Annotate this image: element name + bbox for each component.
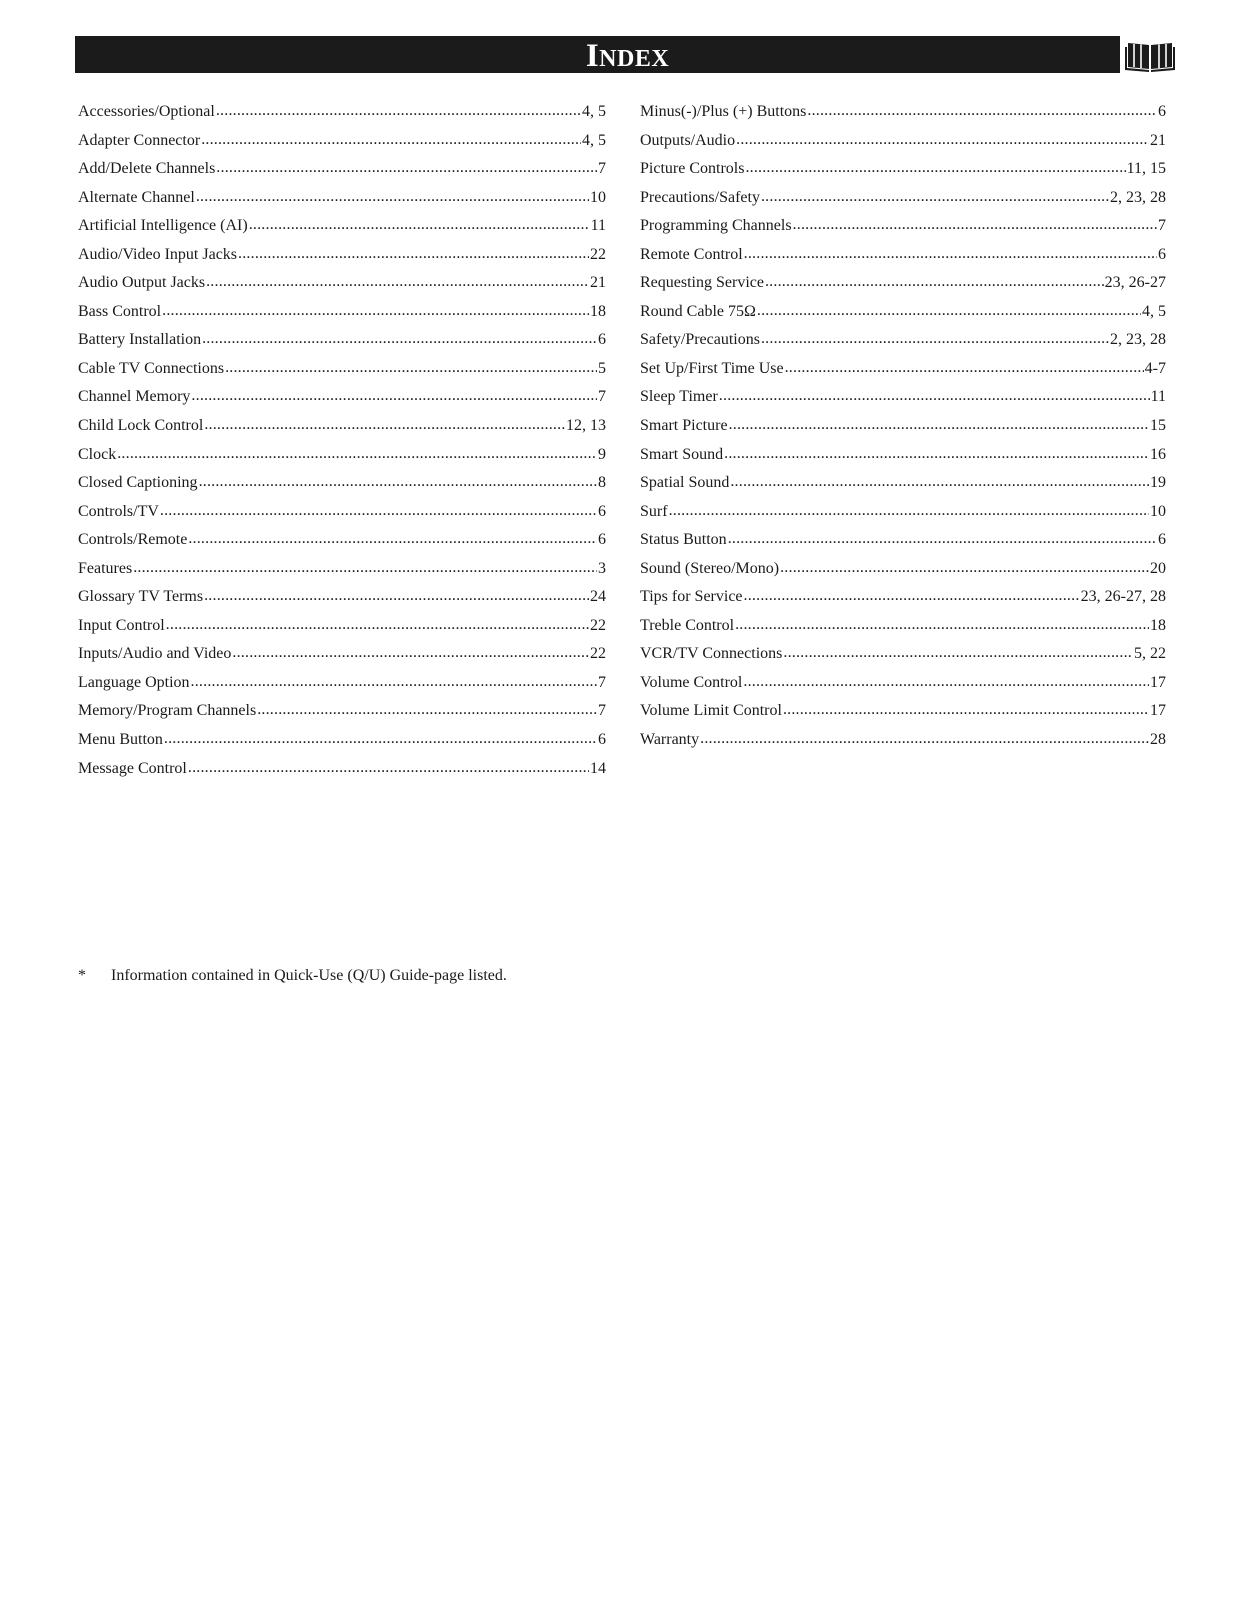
index-page-numbers: 22 bbox=[590, 645, 606, 663]
dot-leader bbox=[232, 639, 589, 667]
index-term: Precautions/Safety bbox=[640, 188, 760, 206]
dot-leader bbox=[257, 696, 597, 724]
index-page-numbers: 9 bbox=[598, 445, 606, 463]
index-term: Controls/Remote bbox=[78, 531, 188, 549]
index-page-numbers: 19 bbox=[1150, 474, 1166, 492]
index-entry bbox=[640, 127, 1166, 156]
index-page-numbers: 2, 23, 28 bbox=[1110, 188, 1166, 206]
index-term: Surf bbox=[640, 502, 668, 520]
dot-leader bbox=[743, 668, 1149, 696]
dot-leader bbox=[196, 183, 589, 211]
index-page-numbers: 4-7 bbox=[1144, 359, 1166, 377]
index-entry bbox=[78, 583, 606, 612]
index-page-numbers: 16 bbox=[1150, 445, 1166, 463]
index-entry bbox=[640, 326, 1166, 355]
index-term: Sleep Timer bbox=[640, 388, 718, 406]
index-entry bbox=[640, 441, 1166, 470]
index-page-numbers: 3 bbox=[598, 559, 606, 577]
index-entry bbox=[78, 498, 606, 527]
index-entry bbox=[640, 555, 1166, 584]
index-entry bbox=[78, 697, 606, 726]
index-entry bbox=[78, 326, 606, 355]
index-entry bbox=[78, 412, 606, 441]
index-header-bar bbox=[75, 36, 1180, 73]
dot-leader bbox=[807, 97, 1157, 125]
index-term: Audio Output Jacks bbox=[78, 274, 206, 292]
dot-leader bbox=[728, 525, 1157, 553]
index-term: Clock bbox=[78, 445, 117, 463]
index-entry bbox=[78, 469, 606, 498]
index-term: Message Control bbox=[78, 759, 187, 777]
index-term: Closed Captioning bbox=[78, 474, 198, 492]
index-page-numbers: 21 bbox=[590, 274, 606, 292]
index-entry bbox=[78, 669, 606, 698]
dot-leader bbox=[216, 154, 597, 182]
open-book-icon bbox=[1120, 36, 1180, 73]
index-term: Round Cable 75Ω bbox=[640, 302, 756, 320]
index-page-numbers: 23, 26-27 bbox=[1104, 274, 1166, 292]
index-page-numbers: 14 bbox=[590, 759, 606, 777]
index-term: Channel Memory bbox=[78, 388, 191, 406]
index-page-numbers: 22 bbox=[590, 616, 606, 634]
index-page-numbers: 18 bbox=[1150, 616, 1166, 634]
dot-leader bbox=[736, 126, 1149, 154]
index-page-numbers: 24 bbox=[590, 588, 606, 606]
index-term: Status Button bbox=[640, 531, 727, 549]
index-term: Smart Sound bbox=[640, 445, 724, 463]
index-term: VCR/TV Connections bbox=[640, 645, 783, 663]
index-page-numbers: 10 bbox=[1150, 502, 1166, 520]
index-term: Artificial Intelligence (AI) bbox=[78, 217, 248, 235]
dot-leader bbox=[117, 440, 597, 468]
dot-leader bbox=[730, 468, 1149, 496]
index-page-numbers: 15 bbox=[1150, 417, 1166, 435]
index-term: Outputs/Audio bbox=[640, 131, 736, 149]
index-term: Set Up/First Time Use bbox=[640, 359, 784, 377]
index-entry bbox=[78, 298, 606, 327]
index-entry bbox=[78, 155, 606, 184]
index-term: Smart Picture bbox=[640, 417, 728, 435]
index-term: Adapter Connector bbox=[78, 131, 201, 149]
index-entry bbox=[640, 640, 1166, 669]
index-term: Tips for Service bbox=[640, 588, 743, 606]
dot-leader bbox=[744, 582, 1080, 610]
dot-leader bbox=[719, 382, 1150, 410]
dot-leader bbox=[238, 240, 589, 268]
dot-leader bbox=[204, 582, 589, 610]
dot-leader bbox=[162, 297, 589, 325]
dot-leader bbox=[166, 611, 589, 639]
index-entry bbox=[78, 640, 606, 669]
dot-leader bbox=[765, 268, 1104, 296]
dot-leader bbox=[793, 211, 1157, 239]
index-term: Remote Control bbox=[640, 245, 743, 263]
index-entry bbox=[640, 526, 1166, 555]
index-page-numbers: 28 bbox=[1150, 731, 1166, 749]
index-page-numbers: 6 bbox=[1158, 103, 1166, 120]
index-page-numbers: 17 bbox=[1150, 702, 1166, 720]
dot-leader bbox=[783, 639, 1133, 667]
index-entry bbox=[640, 355, 1166, 384]
index-page-numbers: 6 bbox=[598, 331, 606, 349]
dot-leader bbox=[133, 554, 597, 582]
index-page-numbers: 6 bbox=[1158, 531, 1166, 549]
index-page-numbers: 20 bbox=[1150, 559, 1166, 577]
footnote-mark: * bbox=[78, 967, 86, 984]
index-term: Picture Controls bbox=[640, 160, 745, 178]
dot-leader bbox=[785, 354, 1144, 382]
index-term: Input Control bbox=[78, 616, 165, 634]
index-entry bbox=[640, 98, 1166, 127]
index-page-numbers: 18 bbox=[590, 302, 606, 320]
index-entry bbox=[78, 241, 606, 270]
index-term: Child Lock Control bbox=[78, 417, 204, 435]
dot-leader bbox=[780, 554, 1149, 582]
dot-leader bbox=[188, 525, 597, 553]
index-page-numbers: 4, 5 bbox=[582, 131, 606, 149]
dot-leader bbox=[216, 97, 581, 125]
index-entry bbox=[640, 726, 1166, 755]
index-page-numbers: 17 bbox=[1150, 673, 1166, 691]
dot-leader bbox=[724, 440, 1149, 468]
footnote bbox=[78, 964, 507, 988]
index-entry bbox=[78, 755, 606, 784]
index-entry bbox=[640, 212, 1166, 241]
index-page-numbers: 6 bbox=[598, 502, 606, 520]
index-entry bbox=[640, 469, 1166, 498]
index-term: Requesting Service bbox=[640, 274, 764, 292]
index-term: Language Option bbox=[78, 673, 190, 691]
index-term: Add/Delete Channels bbox=[78, 160, 216, 178]
index-page-numbers: 6 bbox=[598, 531, 606, 549]
index-page-numbers: 6 bbox=[1158, 245, 1166, 263]
index-term: Audio/Video Input Jacks bbox=[78, 245, 238, 263]
index-page-numbers: 7 bbox=[598, 388, 606, 406]
index-term: Inputs/Audio and Video bbox=[78, 645, 232, 663]
page-title-initial: I bbox=[585, 38, 600, 74]
index-term: Safety/Precautions bbox=[640, 331, 760, 349]
dot-leader bbox=[757, 297, 1141, 325]
index-term: Volume Limit Control bbox=[640, 702, 782, 720]
index-entry bbox=[640, 241, 1166, 270]
index-term: Minus(-)/Plus (+) Buttons bbox=[640, 103, 807, 120]
dot-leader bbox=[669, 497, 1149, 525]
index-page-numbers: 8 bbox=[598, 474, 606, 492]
dot-leader bbox=[735, 611, 1149, 639]
dot-leader bbox=[761, 325, 1109, 353]
page-title-rest: NDEX bbox=[599, 46, 670, 72]
index-entry bbox=[640, 612, 1166, 641]
index-entry bbox=[640, 669, 1166, 698]
open-book-icon-graphic bbox=[1120, 36, 1180, 73]
dot-leader bbox=[191, 668, 597, 696]
index-entry bbox=[78, 355, 606, 384]
index-entry bbox=[640, 298, 1166, 327]
index-entry bbox=[78, 612, 606, 641]
index-term: Cable TV Connections bbox=[78, 359, 225, 377]
index-entry bbox=[78, 526, 606, 555]
page-title bbox=[75, 36, 1180, 73]
dot-leader bbox=[199, 468, 597, 496]
index-entry bbox=[640, 412, 1166, 441]
index-column-left bbox=[78, 98, 606, 783]
index-page-numbers: 4, 5 bbox=[1142, 302, 1166, 320]
index-page-numbers: 11 bbox=[590, 217, 606, 235]
index-page-numbers: 11, 15 bbox=[1126, 160, 1166, 178]
index-page-numbers: 12, 13 bbox=[566, 417, 606, 435]
index-page-numbers: 6 bbox=[598, 731, 606, 749]
index-term: Volume Control bbox=[640, 673, 743, 691]
index-page-numbers: 2, 23, 28 bbox=[1110, 331, 1166, 349]
dot-leader bbox=[761, 183, 1109, 211]
index-entry bbox=[640, 583, 1166, 612]
index-page-numbers: 5 bbox=[598, 359, 606, 377]
index-entry bbox=[78, 726, 606, 755]
index-term: Controls/TV bbox=[78, 502, 159, 520]
index-term: Bass Control bbox=[78, 302, 162, 320]
index-page-numbers: 5, 22 bbox=[1134, 645, 1166, 663]
index-entry bbox=[640, 184, 1166, 213]
index-entry bbox=[640, 697, 1166, 726]
dot-leader bbox=[191, 382, 597, 410]
index-term: Alternate Channel bbox=[78, 188, 195, 206]
index-term: Glossary TV Terms bbox=[78, 588, 204, 606]
index-term: Features bbox=[78, 559, 133, 577]
footnote-text: Information contained in Quick-Use (Q/U) Guide-page listed. bbox=[111, 967, 507, 984]
index-term: Warranty bbox=[640, 731, 700, 749]
index-entry bbox=[78, 212, 606, 241]
dot-leader bbox=[160, 497, 597, 525]
index-term: Treble Control bbox=[640, 616, 735, 634]
index-entry bbox=[640, 498, 1166, 527]
index-entry bbox=[78, 383, 606, 412]
dot-leader bbox=[249, 211, 590, 239]
index-term: Spatial Sound bbox=[640, 474, 730, 492]
dot-leader bbox=[745, 154, 1125, 182]
dot-leader bbox=[225, 354, 597, 382]
index-page-numbers: 4, 5 bbox=[582, 103, 606, 120]
index-entry bbox=[640, 269, 1166, 298]
index-term: Memory/Program Channels bbox=[78, 702, 257, 720]
index-term: Menu Button bbox=[78, 731, 163, 749]
index-entry bbox=[78, 555, 606, 584]
dot-leader bbox=[201, 126, 581, 154]
index-term: Programming Channels bbox=[640, 217, 792, 235]
index-column-right bbox=[640, 98, 1166, 755]
dot-leader bbox=[729, 411, 1149, 439]
index-entry bbox=[78, 98, 606, 127]
index-entry bbox=[640, 383, 1166, 412]
index-term: Sound (Stereo/Mono) bbox=[640, 559, 780, 577]
index-page-numbers: 7 bbox=[598, 702, 606, 720]
index-entry bbox=[78, 269, 606, 298]
index-entry bbox=[78, 184, 606, 213]
dot-leader bbox=[700, 725, 1149, 753]
index-term: Battery Installation bbox=[78, 331, 202, 349]
dot-leader bbox=[744, 240, 1157, 268]
index-page-numbers: 10 bbox=[590, 188, 606, 206]
dot-leader bbox=[206, 268, 589, 296]
index-page-numbers: 23, 26-27, 28 bbox=[1080, 588, 1166, 606]
index-term: Accessories/Optional bbox=[78, 103, 215, 120]
index-page-numbers: 22 bbox=[590, 245, 606, 263]
index-page-numbers: 21 bbox=[1150, 131, 1166, 149]
index-entry bbox=[78, 127, 606, 156]
dot-leader bbox=[164, 725, 597, 753]
index-entry bbox=[640, 155, 1166, 184]
dot-leader bbox=[204, 411, 565, 439]
dot-leader bbox=[783, 696, 1149, 724]
index-page-numbers: 7 bbox=[598, 673, 606, 691]
dot-leader bbox=[188, 754, 589, 782]
index-page-numbers: 7 bbox=[598, 160, 606, 178]
dot-leader bbox=[202, 325, 597, 353]
index-page-numbers: 11 bbox=[1150, 388, 1166, 406]
index-entry bbox=[78, 441, 606, 470]
index-page-numbers: 7 bbox=[1158, 217, 1166, 235]
